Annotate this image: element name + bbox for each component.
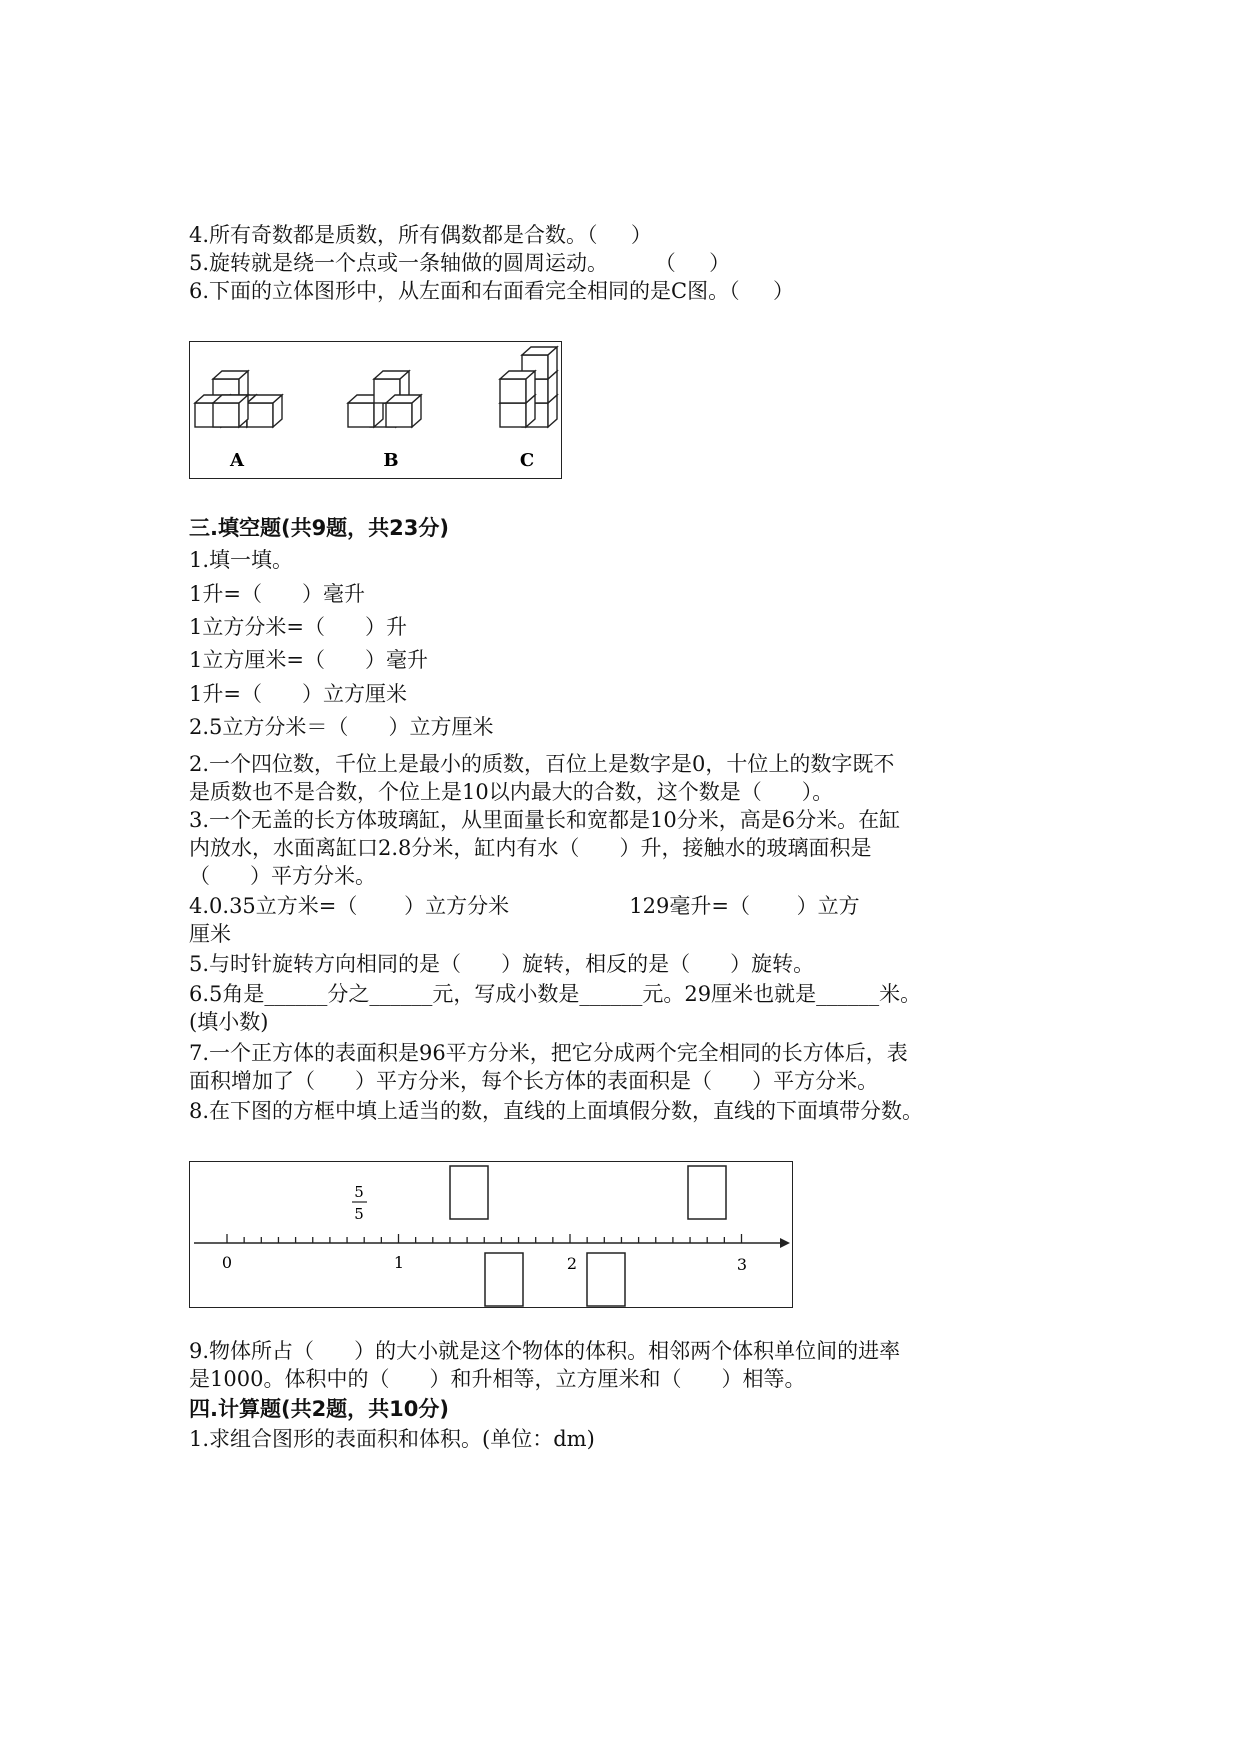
answer-box-above-1 — [450, 1166, 488, 1219]
s3-line: 面积增加了（ ）平方分米，每个长方体的表面积是（ ）平方分米。 — [189, 1069, 879, 1093]
figure-c — [500, 347, 557, 427]
s3-line: 3.一个无盖的长方体玻璃缸，从里面量长和宽都是10分米，高是6分米。在缸 — [189, 808, 901, 832]
s3-line: 厘米 — [189, 922, 231, 946]
cube-figure — [189, 341, 562, 479]
number-line-arrow — [780, 1238, 790, 1248]
figure-b — [348, 371, 421, 427]
judge-item-5: 5.旋转就是绕一个点或一条轴做的圆周运动。 （ ） — [189, 251, 731, 275]
s3-line: 1.填一填。 — [189, 548, 294, 572]
s3-line: 6.5角是______分之______元，写成小数是______元。29厘米也就是______米。 — [189, 982, 922, 1006]
s3-line: 5.与时针旋转方向相同的是（ ）旋转，相反的是（ ）旋转。 — [189, 952, 815, 976]
figure-label-b: B — [383, 450, 399, 471]
answer-box-above-2 — [688, 1166, 726, 1219]
s3-line: 1立方分米=（ ）升 — [189, 615, 408, 639]
s3-line: 1立方厘米=（ ）毫升 — [189, 648, 429, 672]
s3-line: 8.在下图的方框中填上适当的数，直线的上面填假分数，直线的下面填带分数。 — [189, 1099, 924, 1123]
figure-a — [195, 371, 282, 427]
number-line-figure — [189, 1161, 793, 1308]
answer-box-below-1 — [485, 1253, 523, 1306]
s3-line: 是质数也不是合数，个位上是10以内最大的合数，这个数是（ ）。 — [189, 780, 834, 804]
figure-label-a: A — [230, 450, 244, 471]
s3-line: 2.5立方分米＝（ ）立方厘米 — [189, 715, 494, 739]
section-3-title: 三.填空题(共9题，共23分) — [189, 516, 450, 540]
s3-line: (填小数) — [189, 1010, 269, 1034]
s3-line: 是1000。体积中的（ ）和升相等，立方厘米和（ ）相等。 — [189, 1367, 806, 1391]
s3-line: 4.0.35立方米=（ ）立方分米 129毫升=（ ）立方 — [189, 894, 860, 918]
s3-line: 9.物体所占（ ）的大小就是这个物体的体积。相邻两个体积单位间的进率 — [189, 1339, 901, 1363]
tick-label-0: 0 — [221, 1253, 233, 1272]
judge-item-4: 4.所有奇数都是质数，所有偶数都是合数。（ ） — [189, 223, 652, 247]
s3-line: 2.一个四位数，千位上是最小的质数，百位上是数字是0，十位上的数字既不 — [189, 752, 895, 776]
section-4-title: 四.计算题(共2题，共10分) — [189, 1397, 450, 1421]
s3-line: （ ）平方分米。 — [189, 864, 377, 888]
tick-label-3: 3 — [736, 1255, 748, 1274]
number-line-drawing — [190, 1162, 792, 1307]
s4-line: 1.求组合图形的表面积和体积。(单位：dm) — [189, 1427, 595, 1451]
s3-line: 内放水，水面离缸口2.8分米，缸内有水（ ）升，接触水的玻璃面积是 — [189, 836, 872, 860]
fraction-numerator: 5 — [354, 1183, 364, 1201]
number-line-ticks — [227, 1234, 742, 1243]
fraction-denominator: 5 — [354, 1205, 364, 1223]
tick-label-1: 1 — [393, 1253, 405, 1272]
s3-line: 1升=（ ）毫升 — [189, 582, 366, 606]
answer-box-below-2 — [587, 1253, 625, 1306]
judge-item-6: 6.下面的立体图形中，从左面和右面看完全相同的是C图。（ ） — [189, 279, 794, 303]
s3-line: 7.一个正方体的表面积是96平方分米，把它分成两个完全相同的长方体后，表 — [189, 1041, 908, 1065]
cube-figure-drawing — [190, 342, 561, 478]
tick-label-2: 2 — [566, 1254, 578, 1273]
figure-label-c: C — [519, 450, 535, 471]
s3-line: 1升=（ ）立方厘米 — [189, 682, 408, 706]
